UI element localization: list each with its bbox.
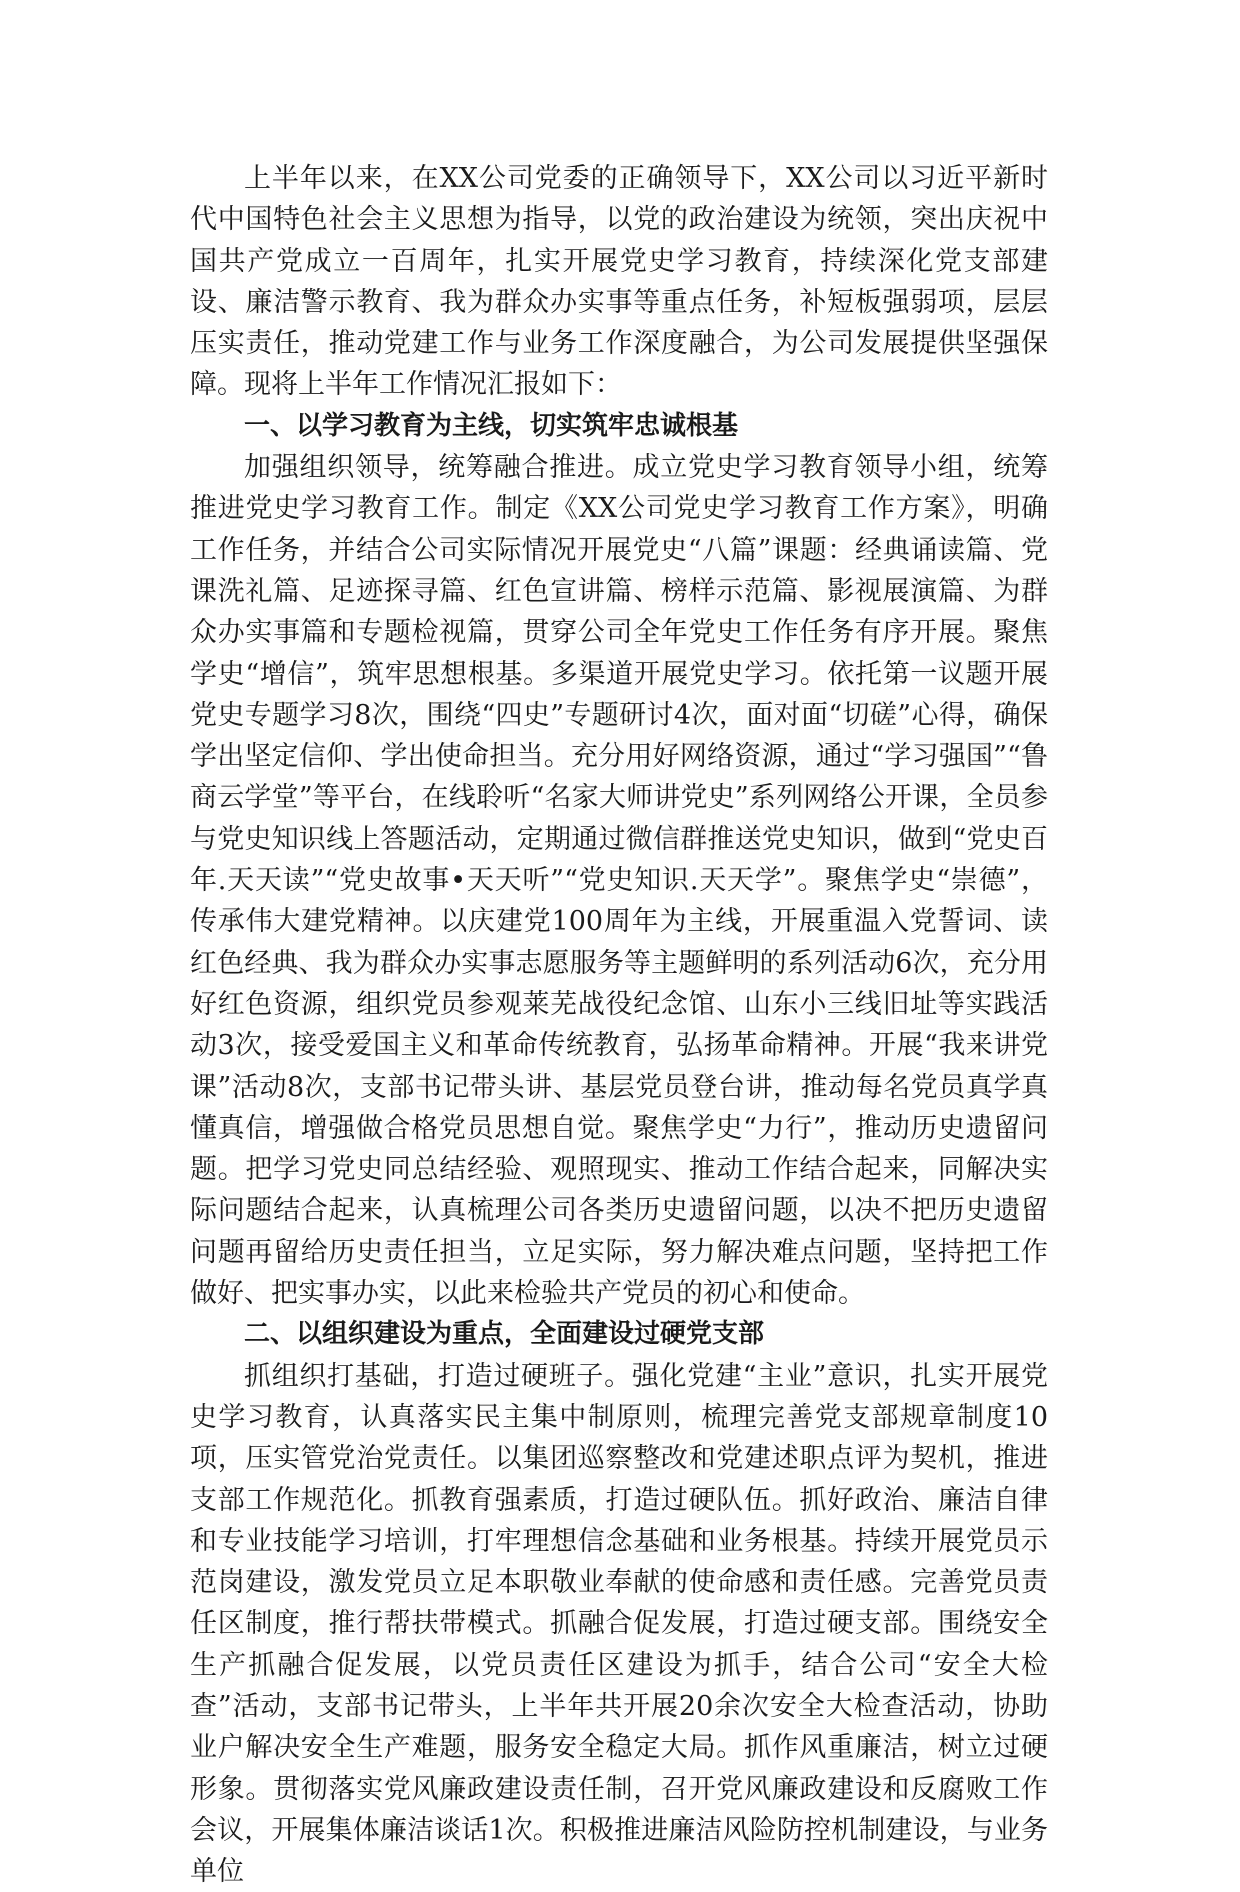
section-2-paragraph: 抓组织打基础，打造过硬班子。强化党建“主业”意识，扎实开展党史学习教育，认真落实民主集中制原则，梳理完善党支部规章制度10项，压实管党治党责任。以集团巡察整改和党建述职点评为契机，推进支部工作规范化。抓教育强素质，打造过硬队伍。抓好政治、廉洁自律和专业技能学习培训，打牢理想信念基础和业务根基。持续开展党员示范岗建设，激发党员立足本职敬业奉献的使命感和责任感。完善党员责任区制度，推行帮扶带模式。抓融合促发展，打造过硬支部。围绕安全生产抓融合促发展，以党员责任区建设为抓手，结合公司“安全大检查”活动，支部书记带头，上半年共开展20余次安全大检查活动，协助业户解决安全生产难题，服务安全稳定大局。抓作风重廉洁，树立过硬形象。贯彻落实党风廉政建设责任制，召开党风廉政建设和反腐败工作会议，开展集体廉洁谈话1次。积极推进廉洁风险防控机制建设，与业务单位	[190, 1360, 1048, 1888]
section-1-paragraph: 加强组织领导，统筹融合推进。成立党史学习教育领导小组，统筹推进党史学习教育工作。制定《XX公司党史学习教育工作方案》，明确工作任务，并结合公司实际情况开展党史“八篇”课题：经典诵读篇、党课洗礼篇、足迹探寻篇、红色宣讲篇、榜样示范篇、影视展演篇、为群众办实事篇和专题检视篇，贯穿公司全年党史工作任务有序开展。聚焦学史“增信”，筑牢思想根基。多渠道开展党史学习。依托第一议题开展党史专题学习8次，围绕“四史”专题研讨4次，面对面“切磋”心得，确保学出坚定信仰、学出使命担当。充分用好网络资源，通过“学习强国”“鲁商云学堂”等平台，在线聆听“名家大师讲党史”系列网络公开课，全员参与党史知识线上答题活动，定期通过微信群推送党史知识，做到“党史百年.天天读”“党史故事•天天听”“党史知识.天天学”。聚焦学史“崇德”，传承伟大建党精神。以庆建党100周年为主线，开展重温入党誓词、读红色经典、我为群众办实事志愿服务等主题鲜明的系列活动6次，充分用好红色资源，组织党员参观莱芜战役纪念馆、山东小三线旧址等实践活动3次，接受爱国主义和革命传统教育，弘扬革命精神。开展“我来讲党课”活动8次，支部书记带头讲、基层党员登台讲，推动每名党员真学真懂真信，增强做合格党员思想自觉。聚焦学史“力行”，推动历史遗留问题。把学习党史同总结经验、观照现实、推动工作结合起来，同解决实际问题结合起来，认真梳理公司各类历史遗留问题，以决不把历史遗留问题再留给历史责任担当，立足实际，努力解决难点问题，坚持把工作做好、把实事办实，以此来检验共产党员的初心和使命。	[190, 452, 1048, 1310]
intro-paragraph: 上半年以来，在XX公司党委的正确领导下，XX公司以习近平新时代中国特色社会主义思想为指导，以党的政治建设为统领，突出庆祝中国共产党成立一百周年，扎实开展党史学习教育，持续深化党支部建设、廉洁警示教育、我为群众办实事等重点任务，补短板强弱项，层层压实责任，推动党建工作与业务工作深度融合，为公司发展提供坚强保障。现将上半年工作情况汇报如下：	[190, 163, 1048, 401]
document-body	[190, 158, 1048, 1892]
section-heading-2: 二、以组织建设为重点，全面建设过硬党支部	[244, 1319, 765, 1350]
section-heading-1: 一、以学习教育为主线，切实筑牢忠诚根基	[244, 410, 739, 441]
